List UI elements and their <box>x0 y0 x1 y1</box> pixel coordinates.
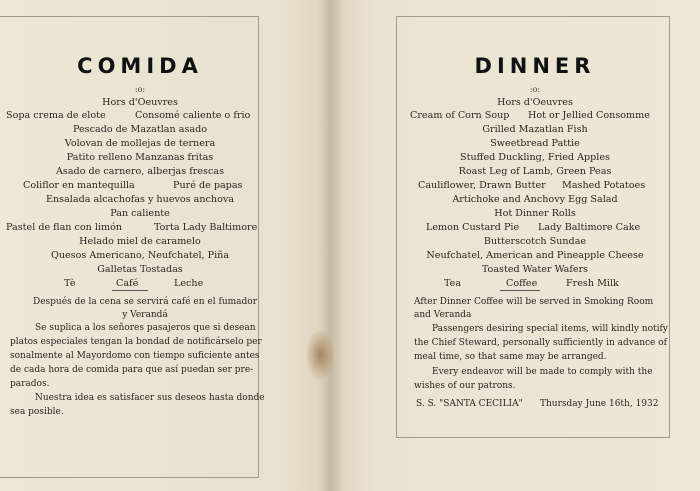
left-item-ensalada: Ensalada alcachofas y huevos anchova <box>45 194 234 205</box>
right-item-wafers: Toasted Water Wafers <box>481 264 589 275</box>
book-gutter <box>318 0 344 491</box>
right-item-potatoes: Mashed Potatoes <box>562 180 646 191</box>
menu-date: Thursday June 16th, 1932 <box>540 399 659 409</box>
left-para1-line5: parados. <box>10 379 50 389</box>
right-para2-line1: Every endeavor will be made to comply with the <box>432 367 653 377</box>
right-item-duckling: Stuffed Duckling, Fried Apples <box>460 152 610 163</box>
left-item-cafe: Café <box>116 278 139 289</box>
comida-title: COMIDA <box>77 54 203 78</box>
left-para1-line1: Se suplica a los señores pasajeros que si desean <box>35 323 256 333</box>
left-para1-line2: platos especiales tengan la bondad de notificárselo per <box>10 337 262 347</box>
right-para2-line2: wishes of our patrons. <box>414 381 516 391</box>
right-ornament: :o: <box>529 85 541 94</box>
left-ornament: :o: <box>134 85 146 94</box>
stain-mark <box>306 330 334 380</box>
right-item-artichoke: Artichoke and Anchovy Egg Salad <box>452 194 618 205</box>
right-item-rolls: Hot Dinner Rolls <box>494 208 576 219</box>
right-item-custard: Lemon Custard Pie <box>426 222 520 233</box>
right-item-cake: Lady Baltimore Cake <box>538 222 641 233</box>
right-para1-line3: meal time, so that same may be arranged. <box>414 352 607 362</box>
left-item-consome: Consomé caliente o frio <box>135 110 251 121</box>
dinner-title: DINNER <box>474 54 596 78</box>
left-item-te: Tè <box>64 278 76 289</box>
left-para2-line2: sea posible. <box>10 407 64 417</box>
left-item-helado: Helado miel de caramelo <box>79 236 201 247</box>
right-para1-line1: Passengers desiring special items, will kindly notify <box>432 324 668 334</box>
right-item-sweetbread: Sweetbread Pattie <box>490 138 580 149</box>
left-item-pastel: Pastel de flan con limón <box>6 222 123 233</box>
left-divider <box>112 290 148 291</box>
right-item-tea: Tea <box>444 278 462 289</box>
left-item-volovan: Volovan de mollejas de ternera <box>64 138 216 149</box>
left-item-galletas: Galletas Tostadas <box>97 264 183 275</box>
left-item-pure: Puré de papas <box>173 180 243 191</box>
right-note-line1: After Dinner Coffee will be served in Smoking Room <box>414 297 654 307</box>
right-divider <box>500 290 540 291</box>
left-note-line2: y Verandá <box>122 310 168 320</box>
right-note-line2: and Veranda <box>414 310 472 320</box>
right-item-cheese: Neufchatel, American and Pineapple Cheese <box>426 250 644 261</box>
left-item-patito: Patito relleno Manzanas fritas <box>66 152 214 163</box>
left-para2-line1: Nuestra idea es satisfacer sus deseos hasta donde <box>35 393 265 403</box>
left-item-quesos: Quesos Americano, Neufchatel, Piña <box>50 250 230 261</box>
right-item-hors: Hors d'Oeuvres <box>497 97 573 108</box>
ship-name: S. S. "SANTA CECILIA" <box>416 399 523 409</box>
right-item-lamb: Roast Leg of Lamb, Green Peas <box>458 166 612 177</box>
left-para1-line3: sonalmente al Mayordomo con tiempo suficiente antes <box>10 351 260 361</box>
right-item-fish: Grilled Mazatlan Fish <box>482 124 588 135</box>
left-item-pan: Pan caliente <box>110 208 170 219</box>
left-item-sopa: Sopa crema de elote <box>6 110 106 121</box>
right-item-consomme: Hot or Jellied Consomme <box>528 110 650 121</box>
left-para1-line4: de cada hora de comida para que así puedan ser pre- <box>10 365 254 375</box>
left-item-coliflor: Coliflor en mantequilla <box>23 180 135 191</box>
right-item-milk: Fresh Milk <box>566 278 619 289</box>
right-item-coffee: Coffee <box>506 278 538 289</box>
right-item-cauliflower: Cauliflower, Drawn Butter <box>418 180 546 191</box>
left-item-asado: Asado de carnero, alberjas frescas <box>55 166 225 177</box>
left-item-torta: Torta Lady Baltimore <box>154 222 258 233</box>
left-note-line1: Después de la cena se servirá café en el fumador <box>33 297 257 307</box>
right-item-sundae: Butterscotch Sundae <box>483 236 587 247</box>
left-item-hors: Hors d'Oeuvres <box>102 97 178 108</box>
right-item-corn: Cream of Corn Soup <box>410 110 510 121</box>
left-item-pescado: Pescado de Mazatlan asado <box>72 124 208 135</box>
left-item-leche: Leche <box>174 278 204 289</box>
right-para1-line2: the Chief Steward, personally sufficiently in advance of <box>414 338 667 348</box>
